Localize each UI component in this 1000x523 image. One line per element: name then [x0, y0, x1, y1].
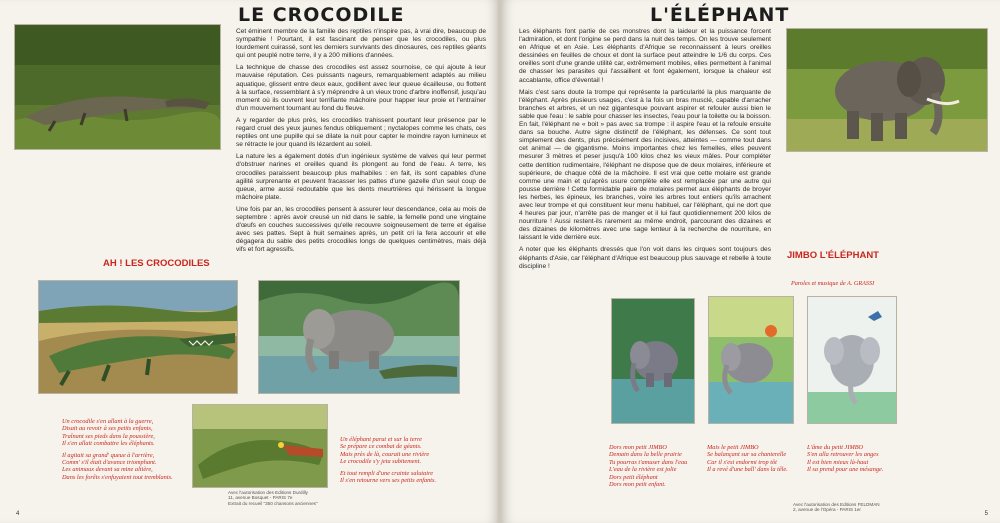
lyric-line: Un éléphant parut et sur la terre	[340, 436, 422, 443]
crocodile-song-verse-2	[340, 436, 436, 484]
paragraph: Cet éminent membre de la famille des reptiles n'inspire pas, à vrai dire, beaucoup de sympathie ! Pourtant, il est fascinant de penser que les crocodiles, ou plus lourdement cuirassé, sont les derniers survivants des dinosaures, ces reptiles géants qui ont peuplé notre terre, il y a 200 millions d'années.	[236, 28, 486, 60]
lyric-line: Dors mon petit JIMBO	[609, 444, 667, 451]
elephant-song-credit: Paroles et musique de A. GRASSI	[791, 280, 875, 287]
crocodile-title: LE CROCODILE	[238, 4, 405, 26]
jimbo-illustration-1	[611, 298, 695, 424]
crocodile-song-title: AH ! LES CROCODILES	[103, 258, 210, 269]
lyric-line: Demain dans la belle prairie	[609, 451, 682, 459]
lyric-line: Et tout rempli d'une crainte salutaire	[340, 469, 434, 477]
lyric-line: Dors petit éléphant	[609, 473, 658, 481]
elephant-song-title: JIMBO L'ÉLÉPHANT	[787, 250, 879, 261]
elephant-title: L'ÉLÉPHANT	[650, 4, 790, 26]
paragraph: A y regarder de plus près, les crocodiles trahissent pourtant leur présence par le regard cruel des yeux jaunes fendus obliquement ; nyctalopes comme les chats, ces reptiles ont une pupille qui se dilate la nuit pour capter le moindre rayon lumineux et se rétracte le jour quand ils lézardent au soleil.	[236, 116, 486, 149]
lyric-line: Il agitait sa grand' queue à l'arrière,	[62, 451, 155, 459]
left-page	[0, 0, 499, 523]
crocodile-photo	[14, 24, 221, 150]
lyric-line: Il sa prend pour une mésange.	[807, 466, 884, 474]
paragraph: A noter que les éléphants dressés que l'on voit dans les cirques sont toujours des éléphants d'Asie, car l'éléphant d'Afrique est beaucoup plus sauvage et rebelle à toute discipline !	[519, 246, 771, 270]
lyric-line: Mais le petit JIMBO	[707, 444, 759, 451]
lyric-line: Car il s'est endormi trop tôt	[707, 458, 777, 466]
lyric-line: Il a revé d'une ball' dans la têle.	[707, 466, 788, 474]
lyric-line: Le crocodile s'y jeta subitement.	[340, 458, 422, 466]
page-number: 5	[984, 511, 988, 517]
jimbo-illustration-3	[807, 296, 897, 424]
crocodile-illustration	[38, 280, 238, 394]
elephant-crocodile-illustration	[258, 280, 460, 394]
lyric-line: Traînant ses pieds dans la poussière,	[62, 432, 155, 440]
paragraph: Les éléphants font partie de ces monstres dont la laideur et la puissance forcent l'admiration, et dont l'origine se perd dans la nuit des temps. On les trouve seulement en Afrique et en Asie. Les éléphants d'Afrique se reconnaissent à leurs oreilles dessinées en feuilles de choux et dont la surface peut atteindre le 1/6 du corps. Ces oreilles sont d'une grande utilité car, extrêmement mobiles, elles permettent à l'animal de chasser les parasites qui l'assaillent et font également, lorsque la chaleur est accablante, office d'éventail !	[519, 28, 771, 84]
lyric-line: S'en alla retrouver les anges	[807, 451, 879, 459]
lyric-line: L'eau de la rivière est jolie	[609, 466, 677, 474]
lyric-line: L'âme du petit JIMBO	[807, 444, 864, 451]
jimbo-verse-2	[707, 444, 788, 474]
lyric-line: Un crocodile s'en allant à la guerre,	[62, 418, 154, 425]
crocodile-closeup-illustration	[192, 404, 328, 488]
lyric-line: Se prépare ce combat de géants.	[340, 443, 422, 451]
jimbo-verse-1	[609, 444, 687, 488]
lyric-line: Se balançant sur sa chanterelle	[707, 451, 787, 459]
right-page	[501, 0, 1000, 523]
elephant-photo	[786, 28, 988, 152]
paragraph: Mais c'est sans doute la trompe qui représente la particularité la plus marquante de l'éléphant. Après plusieurs usages, c'est à la fois un bras musclé, capable d'arracher branches et arbres, et un nez gigantesque pouvant aspirer et refouler aussi bien le sable que l'eau : le sable pour chasser les insectes, l'eau pour la toilette ou la boisson. En fait, l'éléphant ne « boit » pas avec sa trompe : il aspire l'eau et la refoule ensuite dans sa bouche. Autre signe distinctif de l'éléphant, les défenses. Ce sont tout simplement des dents, plus précisément des incisives, atteintes — comme tout dans cet animal — de gigantisme. Moins importantes chez les femelles, elles peuvent mesurer 3 mètres et peser jusqu'à 100 kilos chez les vieux mâles. Pour compléter cette dentition rudimentaire, l'éléphant ne dispose que de deux molaires, inférieure et supérieure, de chaque côté de la mâchoire. Il est vrai que cette molaire est grande comme une main et qu'après usure complète elle est remplacée par une autre qui pousse derrière ! Cette formidable paire de molaires permet aux éléphants de broyer les herbes, les épineux, les branches, voire les arbres tout entiers qu'ils arrachent avec leur trompe et qui constituent leur menu habituel, car l'éléphant, qui ne dort que 4 heures par jour, n'arrête pas de manger et il lui faut quotidiennement 200 kilos de nourriture ! Aussi restent-ils rarement au même endroit, parcourant des dizaines et des dizaines de kilomètres avec une sage lenteur à la recherche de nourriture, en laissant le vide derrière eux.	[519, 88, 771, 242]
lyric-line: Il s'en retourne vers ses petits enfants.	[340, 477, 437, 485]
lyric-line: Il s'en allait combattre les éléphants.	[62, 440, 155, 448]
lyric-line: Dors mon petit enfant.	[609, 481, 666, 489]
lyric-line: Mais près de là, courait une rivière	[340, 450, 430, 458]
crocodile-song-verse-1	[62, 418, 173, 481]
elephant-text	[519, 28, 771, 275]
lyric-line: Comm' s'il était d'avance triomphant.	[62, 459, 157, 467]
jimbo-illustration-2	[708, 296, 794, 424]
jimbo-verse-3	[807, 444, 883, 474]
lyric-line: Il est bien mieux là-haut	[807, 458, 869, 466]
lyric-line: Dans les forêts s'enfuyaient tout tremblants.	[62, 473, 173, 481]
crocodile-permission: Avec l'autorisation des Editions Durdilly 11, avenue Bosquet - PARIS 7e Extrait du recueil "350 chansons anciennes"	[228, 490, 318, 506]
paragraph: Une fois par an, les crocodiles pensent à assurer leur descendance, cela au mois de septembre : après avoir creusé un nid dans le sable, la femelle pond une vingtaine d'œufs en couches successives qu'elle recouvre soigneusement de terre et égalise avec ses pattes. Sept à huit semaines après, un petit cri la fera accourir et elle dégagera du sable des petits crocodiles longs de quelques centimètres, mais déjà vifs et fort agressifs.	[236, 205, 486, 254]
lyric-line: Tu pourras t'amuser dans l'eau	[609, 458, 688, 466]
crocodile-text	[236, 28, 486, 258]
page-number: 4	[16, 511, 20, 517]
elephant-permission: Avec l'autorisation des Editions FELDMAN 2, avenue de l'Opéra - PARIS 1er	[793, 502, 880, 513]
paragraph: La nature les a également dotés d'un ingénieux système de valves qui leur permet d'obstruer narines et oreilles quand ils plongent au fond de l'eau. A terre, les crocodiles paraissent beaucoup plus malhabiles : en fait, ils sont capables d'une agilité surprenante et peuvent fracasser les pattes d'une gazelle d'un seul coup de queue, arme aussi redoutable que les dents meurtrières qui hérissent la longue mâchoire plate.	[236, 153, 486, 201]
lyric-line: Disait au revoir à ses petits enfants,	[62, 425, 153, 433]
paragraph: La technique de chasse des crocodiles est assez sournoise, ce qui ajoute à leur mauvaise réputation. Ces puissants nageurs, remarquablement adaptés au milieu aquatique, glissent entre deux eaux, godillent avec leur queue écailleuse, ou flottent à la surface, ressemblant à s'y méprendre à un vieux tronc d'arbre inoffensif, jusqu'au moment où ils ouvrent leur terrifiante mâchoire pour happer leur proie et l'entraîner d'un mouvement tournant au fond du fleuve.	[236, 64, 486, 112]
lyric-line: Les animaux devant sa mine altière,	[62, 466, 153, 474]
